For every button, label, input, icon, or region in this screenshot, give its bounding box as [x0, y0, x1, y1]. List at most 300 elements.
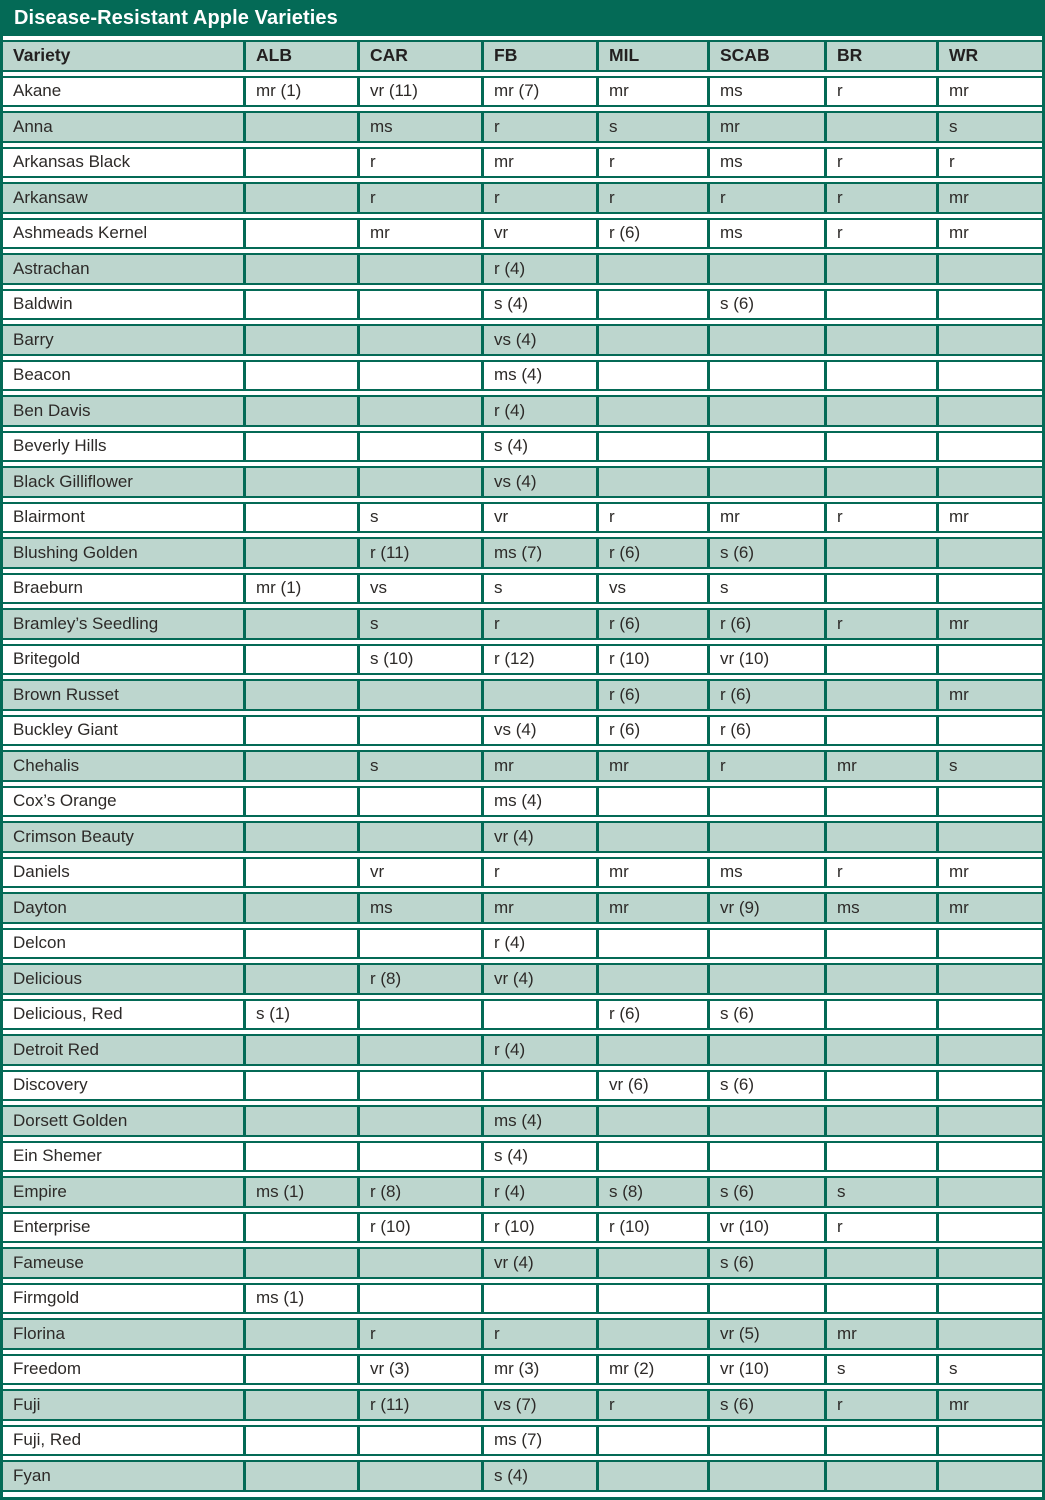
table-row [3, 1212, 1042, 1244]
rating-cell: ms [707, 857, 824, 889]
rating-cell: r (6) [596, 537, 707, 569]
rating-cell [824, 928, 936, 960]
rating-cell [707, 466, 824, 498]
rating-cell [243, 715, 357, 747]
rating-cell: mr [481, 892, 596, 924]
rating-cell [243, 1389, 357, 1421]
rating-cell [936, 999, 1042, 1031]
variety-cell: Baldwin [3, 289, 243, 321]
rating-cell: ms [357, 111, 481, 143]
rating-cell: s (6) [707, 289, 824, 321]
rating-cell [243, 1425, 357, 1457]
rating-cell: vr (10) [707, 644, 824, 676]
rating-cell [936, 1105, 1042, 1137]
rating-cell [824, 1141, 936, 1173]
rating-cell: s (1) [243, 999, 357, 1031]
table-row [3, 431, 1042, 463]
rating-cell: r (10) [596, 644, 707, 676]
variety-cell: Florina [3, 1318, 243, 1350]
rating-cell [243, 679, 357, 711]
rating-cell: mr [596, 892, 707, 924]
rating-cell [936, 360, 1042, 392]
column-header-variety: Variety [3, 40, 243, 72]
rating-cell [481, 679, 596, 711]
rating-cell: r [481, 857, 596, 889]
rating-cell: r [707, 750, 824, 782]
rating-cell: r (6) [596, 999, 707, 1031]
rating-cell [596, 431, 707, 463]
rating-cell: r (11) [357, 537, 481, 569]
table-row [3, 573, 1042, 605]
column-header-br: BR [824, 40, 936, 72]
rating-cell [243, 253, 357, 285]
rating-cell: s [481, 573, 596, 605]
rating-cell [243, 111, 357, 143]
rating-cell: r (8) [357, 1176, 481, 1208]
rating-cell: vr [481, 502, 596, 534]
rating-cell: r (4) [481, 1176, 596, 1208]
header-row [3, 40, 1042, 72]
variety-cell: Cox’s Orange [3, 786, 243, 818]
rating-cell: s [936, 111, 1042, 143]
rating-cell [357, 466, 481, 498]
rating-cell [824, 1425, 936, 1457]
rating-cell: r (4) [481, 253, 596, 285]
rating-cell [357, 928, 481, 960]
rating-cell [707, 395, 824, 427]
rating-cell: r [357, 182, 481, 214]
rating-cell [243, 857, 357, 889]
rating-cell: mr [707, 111, 824, 143]
rating-cell: mr (7) [481, 76, 596, 108]
rating-cell: mr [481, 750, 596, 782]
rating-cell: s [824, 1354, 936, 1386]
rating-cell [824, 573, 936, 605]
rating-cell [243, 1354, 357, 1386]
rating-cell: r [824, 1212, 936, 1244]
rating-cell: vr [481, 218, 596, 250]
variety-cell: Fyan [3, 1460, 243, 1492]
rating-cell: s (4) [481, 431, 596, 463]
rating-cell: mr [707, 502, 824, 534]
rating-cell [936, 537, 1042, 569]
rating-cell [243, 1070, 357, 1102]
table-row [3, 76, 1042, 108]
rating-cell: r [707, 182, 824, 214]
variety-cell: Braeburn [3, 573, 243, 605]
rating-cell [707, 1425, 824, 1457]
rating-cell [243, 218, 357, 250]
variety-cell: Beacon [3, 360, 243, 392]
rating-cell [357, 289, 481, 321]
rating-cell: mr [936, 892, 1042, 924]
rating-cell [243, 360, 357, 392]
rating-cell: r [824, 857, 936, 889]
rating-cell [243, 1034, 357, 1066]
rating-cell [936, 928, 1042, 960]
rating-cell: r [357, 147, 481, 179]
rating-cell: r (4) [481, 928, 596, 960]
rating-cell [243, 1141, 357, 1173]
rating-cell [243, 324, 357, 356]
rating-cell [243, 1460, 357, 1492]
rating-cell [596, 928, 707, 960]
rating-cell: s [936, 750, 1042, 782]
rating-cell: mr (3) [481, 1354, 596, 1386]
rating-cell [936, 431, 1042, 463]
rating-cell [357, 324, 481, 356]
rating-cell [707, 360, 824, 392]
rating-cell [824, 360, 936, 392]
rating-cell: s (4) [481, 289, 596, 321]
rating-cell [936, 963, 1042, 995]
variety-cell: Detroit Red [3, 1034, 243, 1066]
rating-cell: mr [824, 1318, 936, 1350]
rating-cell: mr [481, 147, 596, 179]
table-row [3, 1389, 1042, 1421]
rating-cell [596, 1141, 707, 1173]
rating-cell: s (6) [707, 1070, 824, 1102]
rating-cell [357, 1105, 481, 1137]
variety-cell: Enterprise [3, 1212, 243, 1244]
rating-cell: mr [936, 1389, 1042, 1421]
rating-cell [357, 1425, 481, 1457]
rating-cell: mr [357, 218, 481, 250]
rating-cell [357, 1141, 481, 1173]
variety-cell: Firmgold [3, 1283, 243, 1315]
rating-cell: r [596, 182, 707, 214]
rating-cell: mr [824, 750, 936, 782]
rating-cell: r (12) [481, 644, 596, 676]
rating-cell [936, 1141, 1042, 1173]
rating-cell [243, 750, 357, 782]
variety-cell: Anna [3, 111, 243, 143]
variety-cell: Ben Davis [3, 395, 243, 427]
rating-cell [243, 821, 357, 853]
rating-cell: r (6) [596, 715, 707, 747]
table-row [3, 289, 1042, 321]
rating-cell: vs (4) [481, 715, 596, 747]
rating-cell: s (6) [707, 1176, 824, 1208]
rating-cell: ms (4) [481, 786, 596, 818]
variety-cell: Dorsett Golden [3, 1105, 243, 1137]
rating-cell: mr (1) [243, 573, 357, 605]
rating-cell [596, 360, 707, 392]
rating-cell: r (8) [357, 963, 481, 995]
rating-cell [357, 821, 481, 853]
rating-cell: r (11) [357, 1389, 481, 1421]
rating-cell [824, 1247, 936, 1279]
rating-cell: vr (10) [707, 1354, 824, 1386]
rating-cell [357, 1247, 481, 1279]
rating-cell: s (6) [707, 1389, 824, 1421]
rating-cell [243, 1105, 357, 1137]
rating-cell: ms [357, 892, 481, 924]
rating-cell [936, 1070, 1042, 1102]
rating-cell: s (8) [596, 1176, 707, 1208]
rating-cell [243, 182, 357, 214]
rating-cell [243, 147, 357, 179]
rating-cell [936, 1318, 1042, 1350]
rating-cell: s [357, 608, 481, 640]
rating-cell: mr [936, 679, 1042, 711]
rating-cell: mr (1) [243, 76, 357, 108]
rating-cell [357, 1283, 481, 1315]
rating-cell [707, 786, 824, 818]
variety-cell: Discovery [3, 1070, 243, 1102]
table-row [3, 1425, 1042, 1457]
rating-cell [243, 395, 357, 427]
rating-cell [243, 786, 357, 818]
rating-cell [596, 1460, 707, 1492]
rating-cell: vs (7) [481, 1389, 596, 1421]
variety-cell: Akane [3, 76, 243, 108]
rating-cell: r [824, 147, 936, 179]
rating-cell [824, 786, 936, 818]
rating-cell [357, 360, 481, 392]
rating-cell: s [357, 750, 481, 782]
variety-cell: Blairmont [3, 502, 243, 534]
table-row [3, 1460, 1042, 1492]
rating-cell: ms (7) [481, 1425, 596, 1457]
table-row [3, 928, 1042, 960]
table-row [3, 147, 1042, 179]
rating-cell: r (6) [707, 679, 824, 711]
rating-cell [936, 573, 1042, 605]
rating-cell: vr (5) [707, 1318, 824, 1350]
rating-cell [936, 644, 1042, 676]
rating-cell [936, 466, 1042, 498]
rating-cell: r [481, 1318, 596, 1350]
rating-cell [357, 431, 481, 463]
rating-cell: mr [936, 608, 1042, 640]
rating-cell [824, 431, 936, 463]
rating-cell [936, 1247, 1042, 1279]
table-row [3, 1247, 1042, 1279]
rating-cell [357, 715, 481, 747]
rating-cell: mr (2) [596, 1354, 707, 1386]
rating-cell [243, 1212, 357, 1244]
rating-cell: vs (4) [481, 466, 596, 498]
rating-cell [596, 253, 707, 285]
table-row [3, 182, 1042, 214]
rating-cell: mr [936, 218, 1042, 250]
rating-cell: r [596, 502, 707, 534]
table-row [3, 786, 1042, 818]
rating-cell [243, 537, 357, 569]
rating-cell [824, 395, 936, 427]
rating-cell: ms (7) [481, 537, 596, 569]
rating-cell: ms (4) [481, 1105, 596, 1137]
rating-cell [596, 324, 707, 356]
rating-cell: s [596, 111, 707, 143]
rating-cell [481, 1070, 596, 1102]
rating-cell: vr [357, 857, 481, 889]
variety-cell: Daniels [3, 857, 243, 889]
rating-cell: r [357, 1318, 481, 1350]
rating-cell [596, 1425, 707, 1457]
rating-cell [596, 466, 707, 498]
table-row [3, 750, 1042, 782]
table-row [3, 857, 1042, 889]
rating-cell: r [481, 608, 596, 640]
variety-cell: Arkansaw [3, 182, 243, 214]
variety-cell: Delicious, Red [3, 999, 243, 1031]
rating-cell [357, 1460, 481, 1492]
table-row [3, 1176, 1042, 1208]
rating-cell: r (10) [596, 1212, 707, 1244]
rating-cell [824, 1034, 936, 1066]
variety-cell: Brown Russet [3, 679, 243, 711]
rating-cell: r (4) [481, 395, 596, 427]
rating-cell: r (6) [707, 715, 824, 747]
rating-cell [243, 466, 357, 498]
varieties-table [3, 36, 1042, 1496]
table-row [3, 1105, 1042, 1137]
rating-cell [936, 289, 1042, 321]
variety-cell: Fuji [3, 1389, 243, 1421]
rating-cell [596, 289, 707, 321]
rating-cell [596, 963, 707, 995]
rating-cell: ms [707, 147, 824, 179]
rating-cell: ms [707, 218, 824, 250]
variety-cell: Buckley Giant [3, 715, 243, 747]
rating-cell [243, 928, 357, 960]
variety-cell: Crimson Beauty [3, 821, 243, 853]
table-row [3, 1283, 1042, 1315]
rating-cell [596, 1318, 707, 1350]
table-row [3, 395, 1042, 427]
rating-cell [824, 324, 936, 356]
table-row [3, 821, 1042, 853]
rating-cell [707, 1034, 824, 1066]
table-row [3, 1318, 1042, 1350]
rating-cell: vs [357, 573, 481, 605]
rating-cell: mr [936, 857, 1042, 889]
rating-cell: vr (4) [481, 963, 596, 995]
rating-cell: vr (6) [596, 1070, 707, 1102]
rating-cell: vr (11) [357, 76, 481, 108]
column-header-alb: ALB [243, 40, 357, 72]
column-header-scab: SCAB [707, 40, 824, 72]
rating-cell [707, 431, 824, 463]
rating-cell: vr (9) [707, 892, 824, 924]
rating-cell: vs [596, 573, 707, 605]
rating-cell [243, 502, 357, 534]
rating-cell [596, 1105, 707, 1137]
variety-cell: Britegold [3, 644, 243, 676]
rating-cell [707, 253, 824, 285]
column-header-car: CAR [357, 40, 481, 72]
rating-cell: vr (4) [481, 1247, 596, 1279]
rating-cell [936, 1034, 1042, 1066]
rating-cell: r (6) [596, 608, 707, 640]
rating-cell: ms [824, 892, 936, 924]
rating-cell [357, 1034, 481, 1066]
rating-cell [243, 892, 357, 924]
rating-cell [936, 253, 1042, 285]
rating-cell [707, 1283, 824, 1315]
rating-cell: s (6) [707, 537, 824, 569]
rating-cell: mr [596, 750, 707, 782]
rating-cell [824, 963, 936, 995]
rating-cell: r [596, 1389, 707, 1421]
rating-cell [824, 466, 936, 498]
rating-cell [243, 963, 357, 995]
table-row [3, 679, 1042, 711]
rating-cell [707, 1141, 824, 1173]
rating-cell: r [481, 111, 596, 143]
rating-cell [824, 111, 936, 143]
table-row [3, 608, 1042, 640]
rating-cell: r (6) [596, 679, 707, 711]
rating-cell: r [596, 147, 707, 179]
variety-cell: Freedom [3, 1354, 243, 1386]
variety-cell: Arkansas Black [3, 147, 243, 179]
variety-cell: Bramley’s Seedling [3, 608, 243, 640]
rating-cell: mr [596, 857, 707, 889]
table-row [3, 360, 1042, 392]
rating-cell [596, 1283, 707, 1315]
rating-cell: r [824, 182, 936, 214]
rating-cell [357, 395, 481, 427]
rating-cell: r [824, 502, 936, 534]
table-row [3, 466, 1042, 498]
rating-cell: ms (1) [243, 1176, 357, 1208]
table-row [3, 218, 1042, 250]
rating-cell: mr [936, 502, 1042, 534]
variety-cell: Barry [3, 324, 243, 356]
variety-cell: Dayton [3, 892, 243, 924]
rating-cell [824, 644, 936, 676]
rating-cell [243, 431, 357, 463]
table-row [3, 1034, 1042, 1066]
rating-cell: vr (10) [707, 1212, 824, 1244]
rating-cell [707, 1460, 824, 1492]
variety-cell: Fuji, Red [3, 1425, 243, 1457]
rating-cell [824, 821, 936, 853]
table-row [3, 963, 1042, 995]
table-row [3, 1354, 1042, 1386]
rating-cell: r (10) [357, 1212, 481, 1244]
rating-cell [596, 395, 707, 427]
rating-cell [243, 608, 357, 640]
variety-cell: Black Gilliflower [3, 466, 243, 498]
rating-cell [596, 1247, 707, 1279]
rating-cell [707, 324, 824, 356]
table-row [3, 1141, 1042, 1173]
rating-cell: s [707, 573, 824, 605]
column-header-mil: MIL [596, 40, 707, 72]
rating-cell [707, 963, 824, 995]
rating-cell: r [824, 608, 936, 640]
variety-cell: Beverly Hills [3, 431, 243, 463]
rating-cell [707, 928, 824, 960]
rating-cell [936, 395, 1042, 427]
rating-cell: r [936, 147, 1042, 179]
rating-cell [936, 786, 1042, 818]
rating-cell: r (4) [481, 1034, 596, 1066]
rating-cell: vr (3) [357, 1354, 481, 1386]
rating-cell [357, 786, 481, 818]
rating-cell: s [936, 1354, 1042, 1386]
rating-cell: ms [707, 76, 824, 108]
rating-cell [936, 324, 1042, 356]
rating-cell [824, 715, 936, 747]
rating-cell: vr (4) [481, 821, 596, 853]
rating-cell [824, 253, 936, 285]
variety-cell: Delicious [3, 963, 243, 995]
